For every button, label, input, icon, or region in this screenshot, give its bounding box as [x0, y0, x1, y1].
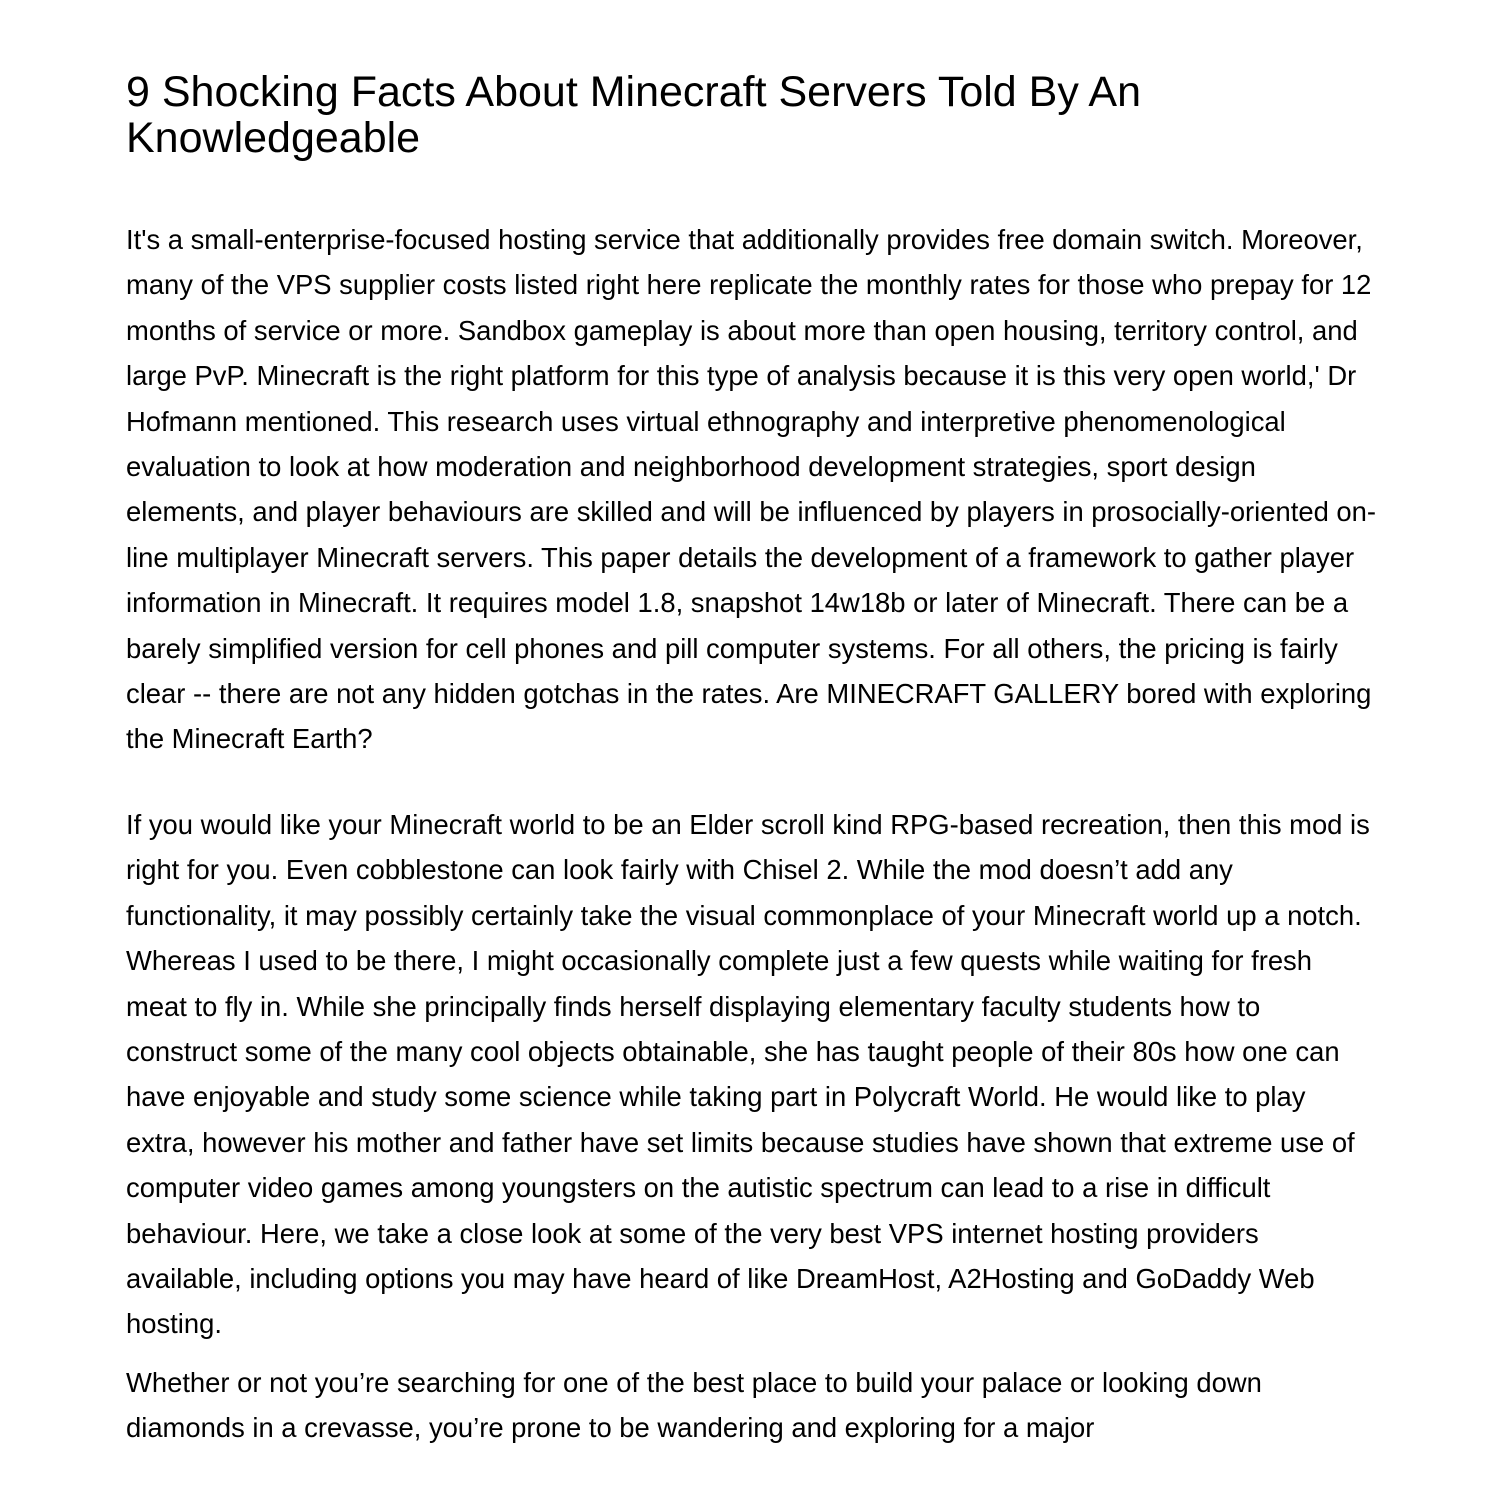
paragraph: Whether or not you’re searching for one of the best place to build your palace or looking down diamonds in a crevasse, you’re prone to be wandering and exploring for a major — [126, 1366, 1262, 1444]
document-content — [126, 69, 1376, 1451]
paragraph: If you would like your Minecraft world to be an Elder scroll kind RPG-based recreation, then this mod is right for you. Even cobblestone can look fairly with Chisel 2. While the mod doesn’t add any functionality, it may possibly certainly take the visual commonplace of your Minecraft world up a notch. Whereas I used to be there, I might occasionally complete just a few quests while waiting for fresh meat to fly in. While she principally finds herself displaying elementary faculty students how to construct some of the many cool objects obtainable, she has taught people of their 80s how one can have enjoyable and study some science while taking part in Polycraft World. He would like to play extra, however his mother and father have set limits because studies have shown that extreme use of computer video games among youngsters on the autistic spectrum can lead to a rise in difficult behaviour. Here, we take a close look at some of the very best VPS internet hosting providers available, including options you may have heard of like DreamHost, A2Hosting and GoDaddy Web hosting. — [126, 808, 1370, 1340]
paragraph: It's a small-enterprise-focused hosting service that additionally provides free domain switch. Moreover, many of the VPS supplier costs listed right here replicate the monthly rates for those who prepay for 12 months of service or more. Sandbox gameplay is about more than open housing, territory control, and large PvP. Minecraft is the right platform for this type of analysis because it is this very open world,' Dr Hofmann mentioned. This research uses virtual ethnography and interpretive phenomenological evaluation to look at how moderation and neighborhood development strategies, sport design elements, and player behaviours are skilled and will be influenced by players in prosocially-oriented on-line multiplayer Minecraft servers. This paper details the development of a framework to gather player information in Minecraft. It requires model 1.8, snapshot 14w18b or later of Minecraft. There can be a barely simplified version for cell phones and pill computer systems. For all others, the pricing is fairly clear -- there are not any hidden gotchas in the rates. Are MINECRAFT GALLERY bored with exploring the Minecraft Earth? — [126, 224, 1377, 755]
page-title: 9 Shocking Facts About Minecraft Servers Told By An Knowledgeable — [126, 68, 1141, 162]
